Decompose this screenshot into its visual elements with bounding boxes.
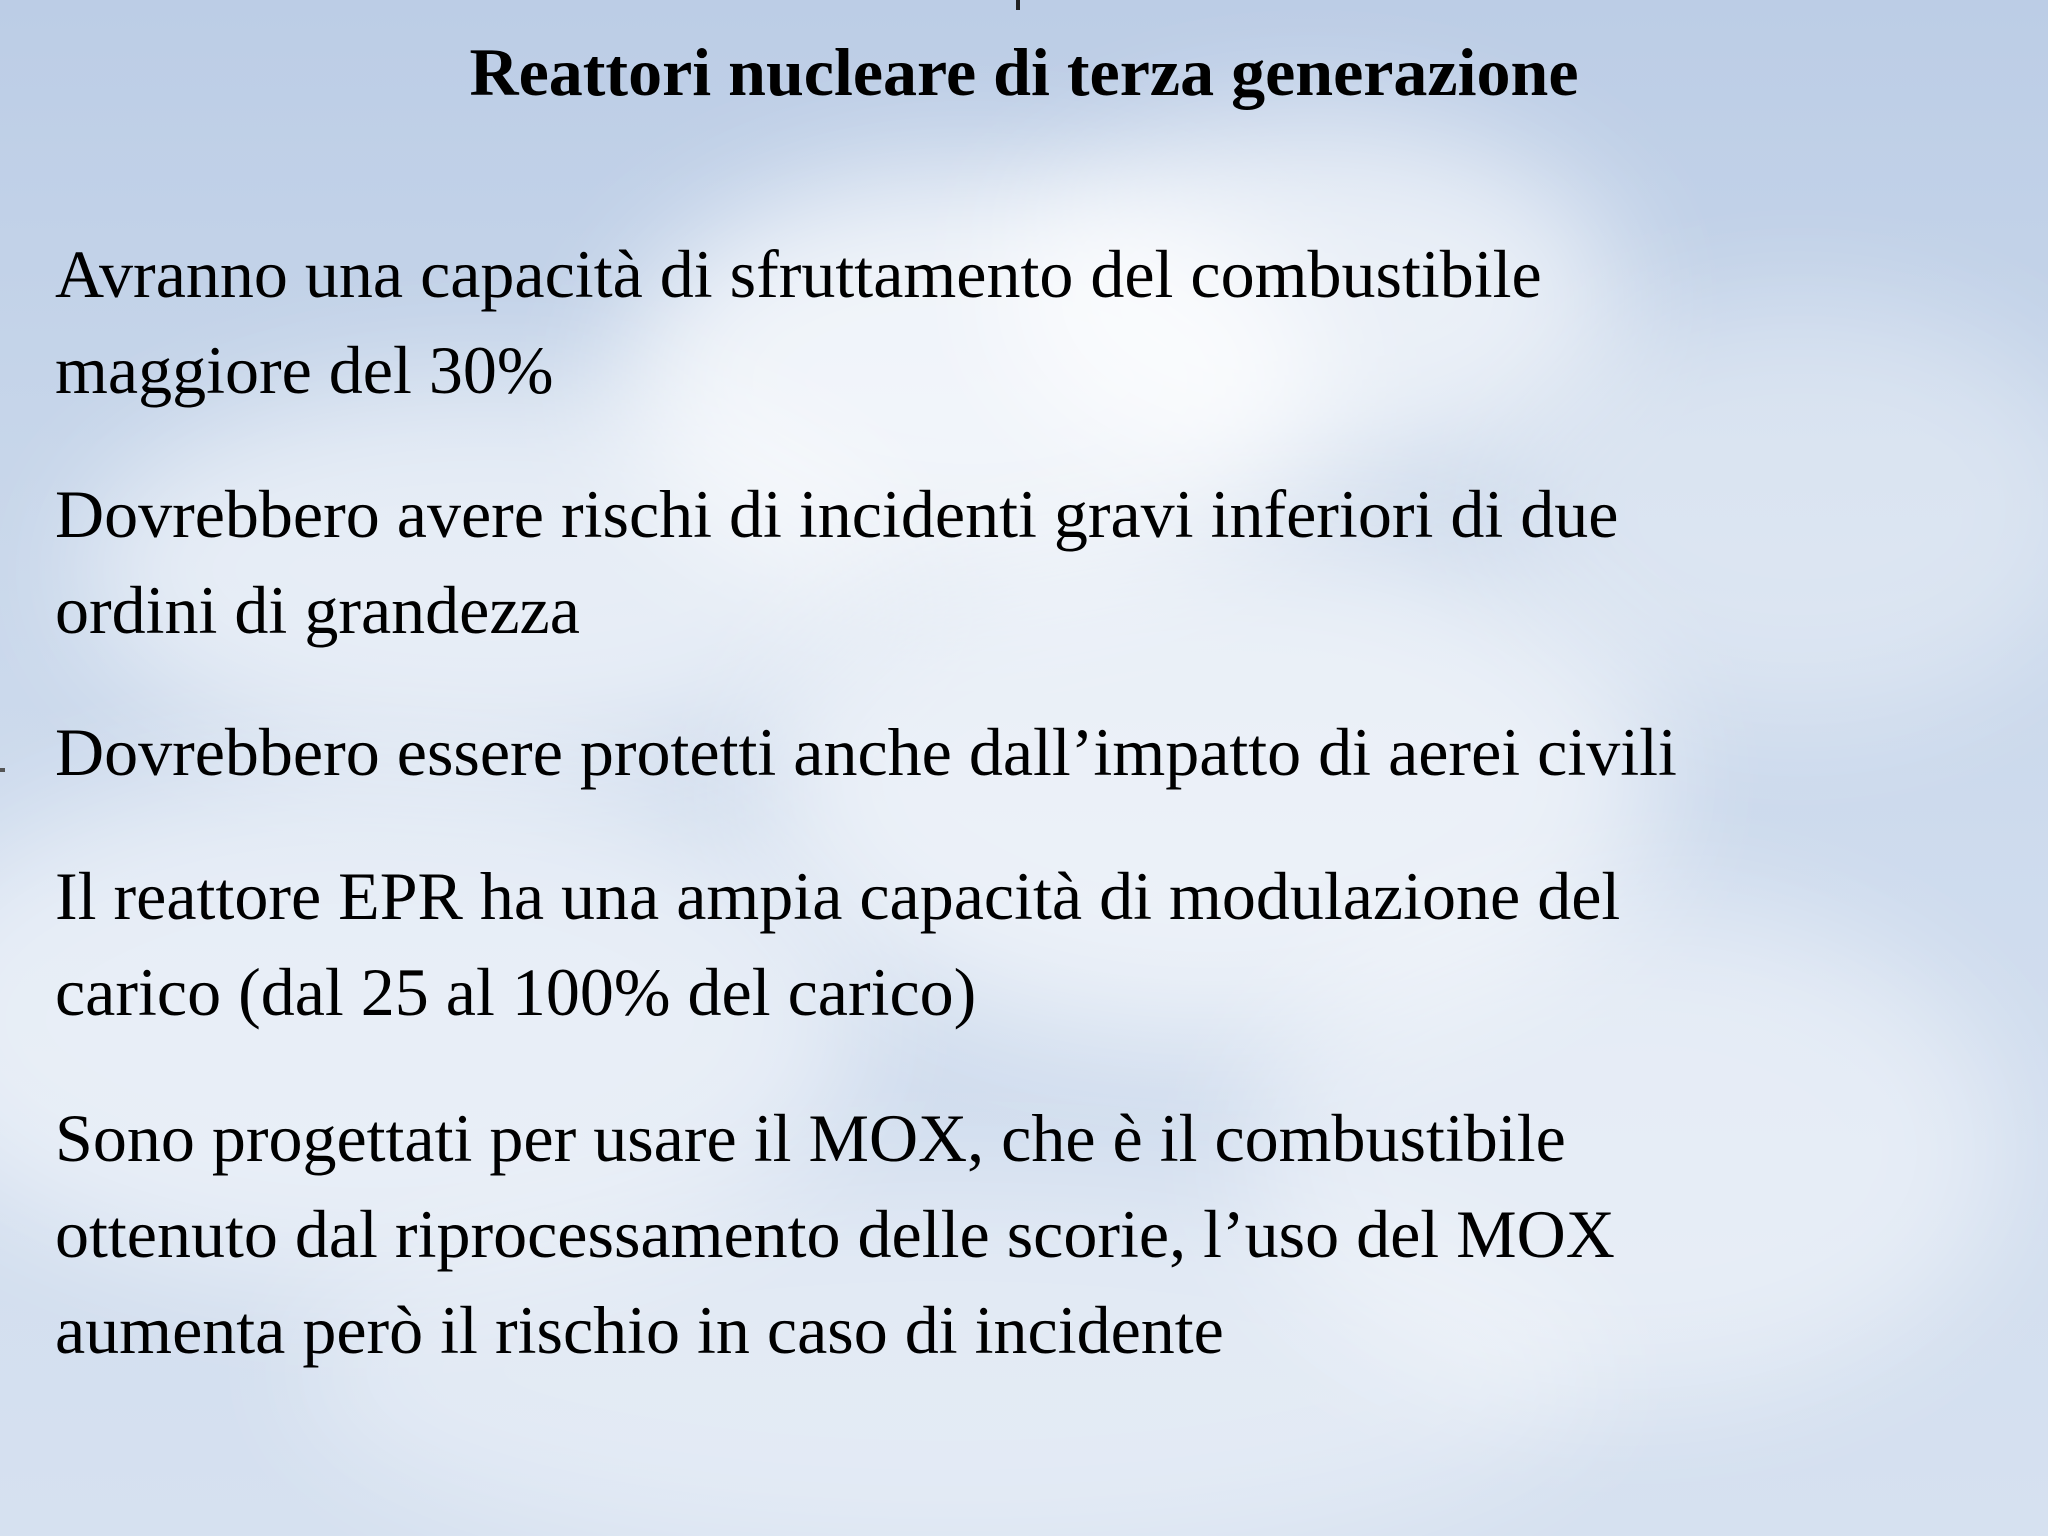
bullet-item <box>55 704 2035 800</box>
slide-title: Reattori nucleare di terza generazione <box>469 34 1579 110</box>
top-edge-mark <box>1016 0 1020 10</box>
bullet-line: aumenta però il rischio in caso di incidente <box>55 1292 1224 1368</box>
bullet-line: ottenuto dal riprocessamento delle scorie, l’uso del MOX <box>55 1196 1615 1272</box>
bullet-line: Dovrebbero avere rischi di incidenti gravi inferiori di due <box>55 476 1619 552</box>
bullet-line: Dovrebbero essere protetti anche dall’impatto di aerei civili <box>55 714 1677 790</box>
bullet-line: ordini di grandezza <box>55 572 580 648</box>
left-edge-mark <box>0 768 5 772</box>
bullet-item <box>55 1090 2035 1378</box>
bullet-item <box>55 466 2035 658</box>
bullet-item <box>55 226 2035 418</box>
bullet-line: Avranno una capacità di sfruttamento del combustibile <box>55 236 1542 312</box>
bullet-line: Sono progettati per usare il MOX, che è il combustibile <box>55 1100 1566 1176</box>
bullet-line: maggiore del 30% <box>55 332 554 408</box>
bullet-line: Il reattore EPR ha una ampia capacità di modulazione del <box>55 858 1621 934</box>
bullet-item <box>55 848 2035 1040</box>
bullet-line: carico (dal 25 al 100% del carico) <box>55 954 977 1030</box>
